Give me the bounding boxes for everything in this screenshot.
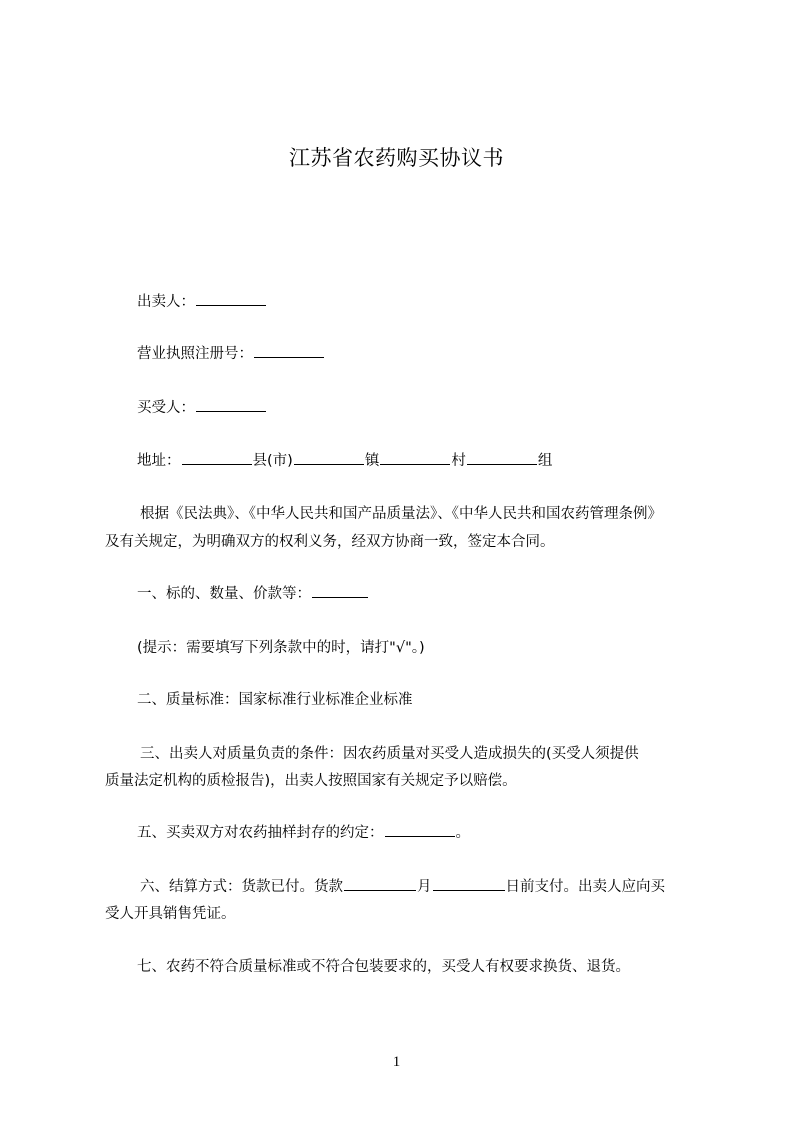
- group-label: 组: [537, 453, 553, 469]
- clause-6-prefix: 六、结算方式：货款已付。货款: [140, 879, 343, 895]
- clause-5: [105, 819, 757, 847]
- group-blank[interactable]: [467, 448, 537, 465]
- county-label: 县(市): [252, 453, 293, 469]
- buyer-line: [105, 394, 757, 422]
- seller-line: [105, 288, 757, 316]
- seller-label: 出卖人：: [137, 294, 195, 310]
- clause-7: 七、农药不符合质量标准或不符合包装要求的，买受人有权要求换货、退货。: [137, 959, 630, 975]
- town-blank[interactable]: [294, 448, 364, 465]
- clause-2: 二、质量标准：国家标准行业标准企业标准: [137, 692, 413, 708]
- village-label: 村: [451, 453, 466, 469]
- month-blank[interactable]: [344, 874, 416, 891]
- seller-blank[interactable]: [196, 289, 266, 306]
- clause-3-line-2: 质量法定机构的质检报告)，出卖人按照国家有关规定予以赔偿。: [105, 773, 517, 789]
- clause-5-blank[interactable]: [385, 820, 455, 837]
- clause-1-blank[interactable]: [312, 581, 368, 598]
- license-blank[interactable]: [254, 341, 324, 358]
- license-line: [105, 340, 757, 368]
- clause-6-line-2: 受人开具销售凭证。: [105, 906, 236, 922]
- clause-6-suffix: 日前支付。出卖人应向买: [505, 879, 665, 895]
- clause-1: [105, 580, 757, 608]
- village-blank[interactable]: [380, 448, 450, 465]
- clause-3-line-1: 三、出卖人对质量负责的条件：因农药质量对买受人造成损失的(买受人须提供: [140, 746, 639, 762]
- buyer-label: 买受人：: [137, 400, 195, 416]
- county-blank[interactable]: [182, 448, 252, 465]
- preamble-line-2: 及有关规定，为明确双方的权利义务，经双方协商一致，签定本合同。: [105, 534, 555, 550]
- license-label: 营业执照注册号：: [137, 346, 253, 362]
- day-blank[interactable]: [433, 874, 505, 891]
- page-number: 1: [392, 1054, 401, 1070]
- clause-5-end: 。: [455, 825, 470, 841]
- address-label: 地址：: [137, 453, 181, 469]
- clause-1-label: 一、标的、数量、价款等：: [137, 586, 311, 602]
- clause-6-line-1: [105, 873, 760, 901]
- preamble-line-1: 根据《民法典》、《中华人民共和国产品质量法》、《中华人民共和国农药管理条例》: [140, 506, 662, 522]
- buyer-blank[interactable]: [196, 395, 266, 412]
- address-line: [105, 447, 757, 475]
- document-title: 江苏省农药购买协议书: [289, 146, 504, 170]
- clause-6-month: 月: [417, 879, 432, 895]
- clause-5-label: 五、买卖双方对农药抽样封存的约定：: [137, 825, 384, 841]
- town-label: 镇: [364, 453, 380, 469]
- hint-line: (提示：需要填写下列条款中的时，请打"√"。): [137, 640, 425, 656]
